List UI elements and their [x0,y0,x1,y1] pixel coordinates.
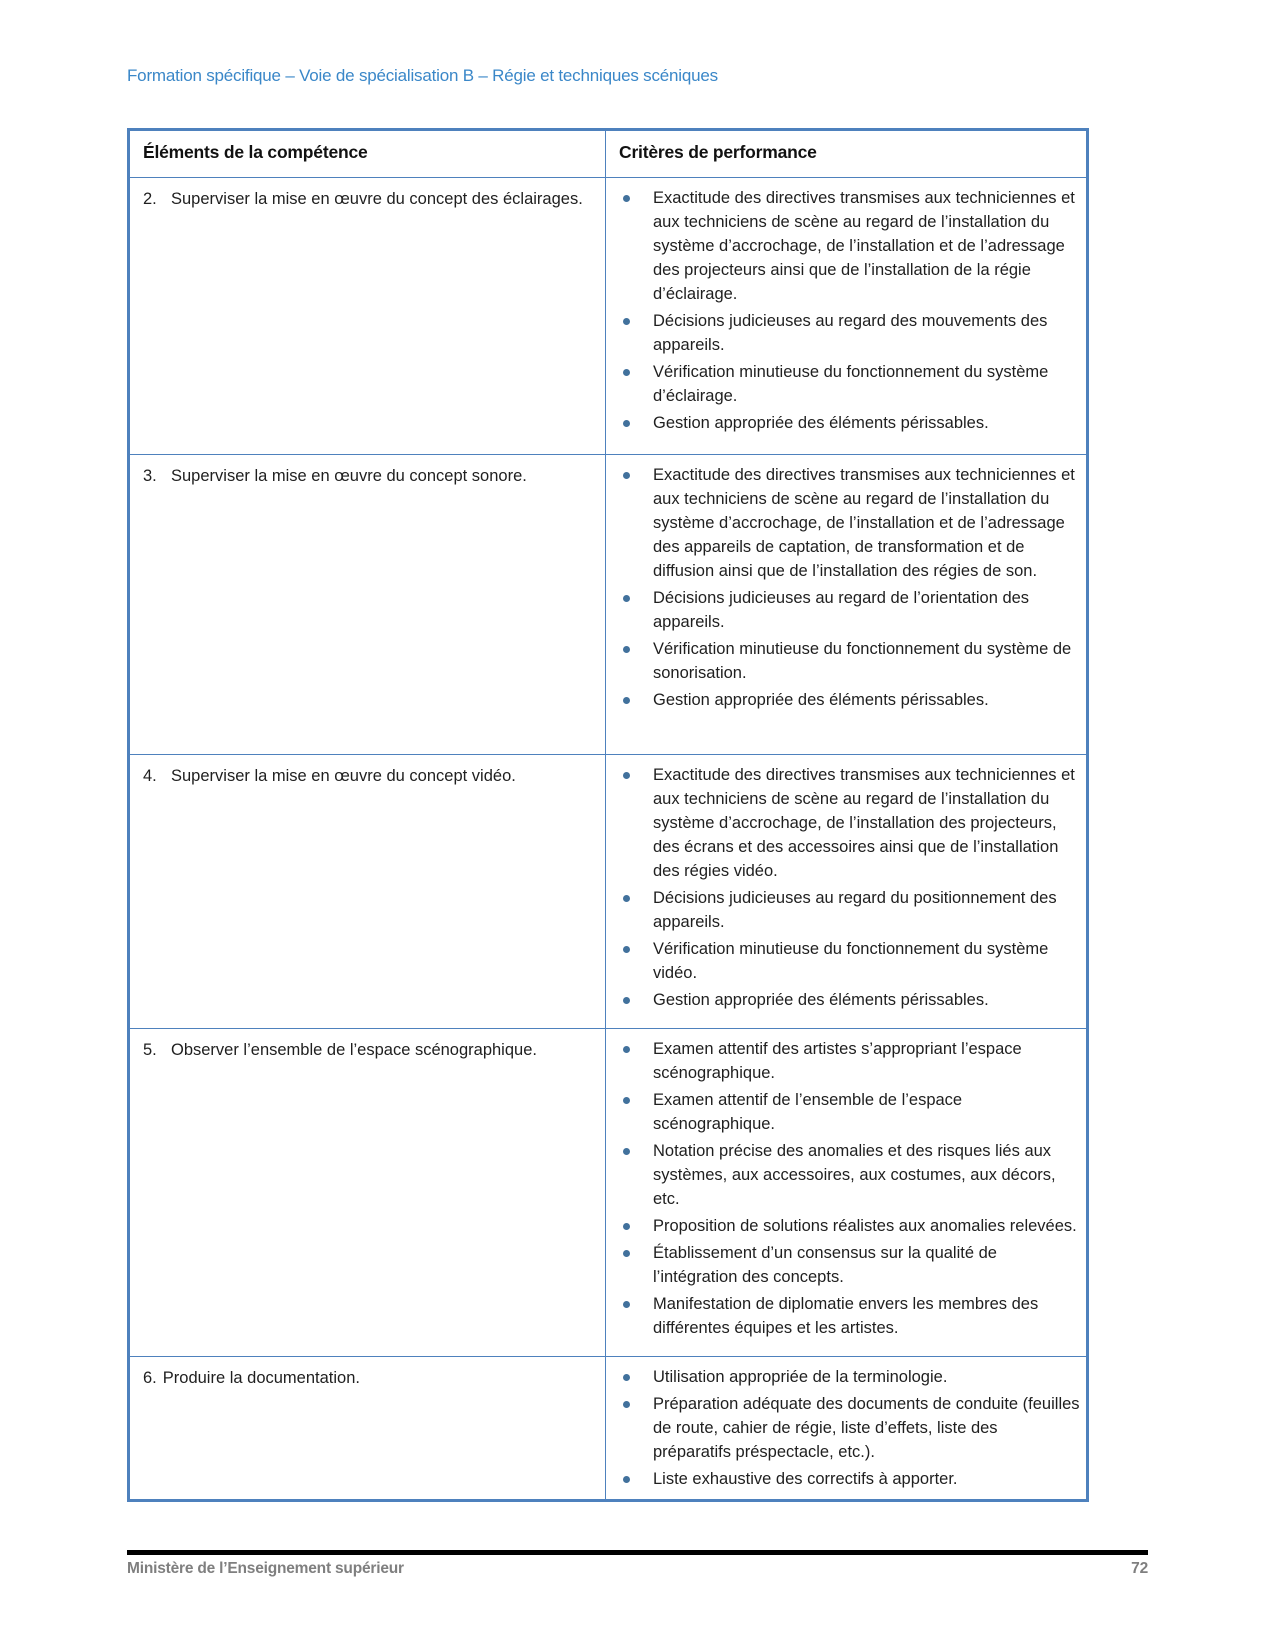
criterion-text: Utilisation appropriée de la terminologie. [653,1368,948,1386]
criteria-list [606,1365,1080,1491]
criteria-list [606,186,1080,435]
bullet-icon [623,1401,630,1408]
criterion-text: Décisions judicieuses au regard du positionnement des appareils. [653,889,1057,931]
criterion-item [606,688,1080,712]
criteria-cell [606,755,1088,1029]
footer-ministry: Ministère de l’Enseignement supérieur [127,1560,404,1577]
bullet-icon [623,595,630,602]
criterion-item [606,886,1080,934]
bullet-icon [623,472,630,479]
bullet-icon [623,1476,630,1483]
criterion-item [606,1292,1080,1340]
criterion-text: Exactitude des directives transmises aux techniciennes et aux techniciens de scène au regard de l’installation du système d’accrochage, de l’installation des projecteurs, des écrans et des accessoires ainsi que de l’installation des régies vidéo. [653,766,1075,880]
criteria-cell [606,455,1088,755]
criterion-text: Examen attentif des artistes s’appropriant l’espace scénographique. [653,1040,1022,1082]
table-row [129,755,1088,1029]
criteria-list [606,763,1080,1012]
element-number: 6. [143,1369,157,1387]
page-footer [127,1560,1148,1578]
criterion-text: Établissement d’un consensus sur la qualité de l’intégration des concepts. [653,1244,997,1286]
criterion-item [606,360,1080,408]
bullet-icon [623,697,630,704]
element-text: Superviser la mise en œuvre du concept vidéo. [171,767,516,785]
criterion-text: Exactitude des directives transmises aux techniciennes et aux techniciens de scène au regard de l’installation du système d’accrochage, de l’installation et de l’adressage des appareils de captation, de transformation et de diffusion ainsi que de l’installation des régies de son. [653,466,1075,580]
bullet-icon [623,772,630,779]
criterion-item [606,1365,1080,1389]
competence-element [143,464,589,488]
bullet-icon [623,646,630,653]
bullet-icon [623,318,630,325]
col-header-elements: Éléments de la compétence [129,130,606,178]
criterion-text: Proposition de solutions réalistes aux anomalies relevées. [653,1217,1077,1235]
element-number: 5. [143,1041,157,1059]
criterion-text: Vérification minutieuse du fonctionnement du système vidéo. [653,940,1049,982]
bullet-icon [623,1301,630,1308]
criterion-text: Manifestation de diplomatie envers les membres des différentes équipes et les artistes. [653,1295,1039,1337]
bullet-icon [623,1097,630,1104]
criterion-item [606,937,1080,985]
bullet-icon [623,1250,630,1257]
table-row [129,455,1088,755]
element-cell [129,1357,606,1501]
bullet-icon [623,1223,630,1230]
element-text: Observer l’ensemble de l’espace scénographique. [171,1041,537,1059]
criteria-cell [606,1029,1088,1357]
criterion-text: Liste exhaustive des correctifs à apporter. [653,1470,958,1488]
bullet-icon [623,1148,630,1155]
table-row [129,1357,1088,1501]
element-text: Produire la documentation. [162,1369,360,1387]
col-header-criteres: Critères de performance [606,130,1088,178]
criterion-text: Gestion appropriée des éléments périssables. [653,414,989,432]
table-row [129,178,1088,455]
bullet-icon [623,1046,630,1053]
criterion-item [606,1467,1080,1491]
element-number: 2. [143,190,157,208]
bullet-icon [623,369,630,376]
criterion-text: Notation précise des anomalies et des risques liés aux systèmes, aux accessoires, aux costumes, aux décors, etc. [653,1142,1056,1208]
criterion-text: Gestion appropriée des éléments périssables. [653,991,989,1009]
element-cell [129,755,606,1029]
criterion-text: Examen attentif de l’ensemble de l’espace scénographique. [653,1091,963,1133]
footer-rule [127,1550,1148,1555]
criteria-list [606,463,1080,712]
competence-element [143,764,589,788]
criterion-item [606,1214,1080,1238]
criterion-item [606,988,1080,1012]
criteria-cell [606,178,1088,455]
criterion-text: Gestion appropriée des éléments périssables. [653,691,989,709]
bullet-icon [623,895,630,902]
table-body [129,178,1088,1501]
criterion-item [606,1241,1080,1289]
criterion-item [606,586,1080,634]
criterion-text: Décisions judicieuses au regard de l’orientation des appareils. [653,589,1030,631]
criteria-list [606,1037,1080,1340]
criterion-item [606,637,1080,685]
criterion-item [606,1037,1080,1085]
criterion-item [606,763,1080,883]
competence-element [143,1038,589,1062]
table-header-row [129,130,1088,178]
criterion-item [606,309,1080,357]
element-cell [129,178,606,455]
element-number: 4. [143,767,157,785]
criterion-text: Exactitude des directives transmises aux techniciennes et aux techniciens de scène au regard de l’installation du système d’accrochage, de l’installation et de l’adressage des projecteurs ainsi que de l’installation de la régie d’éclairage. [653,189,1075,303]
criterion-item [606,411,1080,435]
criterion-text: Décisions judicieuses au regard des mouvements des appareils. [653,312,1048,354]
criterion-item [606,1088,1080,1136]
page-number: 72 [1131,1560,1148,1577]
competence-element [143,187,589,211]
bullet-icon [623,946,630,953]
criterion-item [606,463,1080,583]
criterion-item [606,1392,1080,1464]
competence-table [127,128,1089,1502]
bullet-icon [623,195,630,202]
criteria-cell [606,1357,1088,1501]
table-row [129,1029,1088,1357]
criterion-text: Préparation adéquate des documents de conduite (feuilles de route, cahier de régie, liste d’effets, liste des préparatifs préspectacle, etc.). [653,1395,1080,1461]
document-header: Formation spécifique – Voie de spécialisation B – Régie et techniques scéniques [127,66,718,85]
criterion-text: Vérification minutieuse du fonctionnement du système de sonorisation. [653,640,1072,682]
bullet-icon [623,420,630,427]
element-text: Superviser la mise en œuvre du concept sonore. [171,467,527,485]
bullet-icon [623,1374,630,1381]
criterion-text: Vérification minutieuse du fonctionnement du système d’éclairage. [653,363,1049,405]
element-cell [129,1029,606,1357]
criterion-item [606,186,1080,306]
element-cell [129,455,606,755]
competence-element [143,1366,589,1390]
bullet-icon [623,997,630,1004]
element-number: 3. [143,467,157,485]
element-text: Superviser la mise en œuvre du concept des éclairages. [171,190,583,208]
criterion-item [606,1139,1080,1211]
